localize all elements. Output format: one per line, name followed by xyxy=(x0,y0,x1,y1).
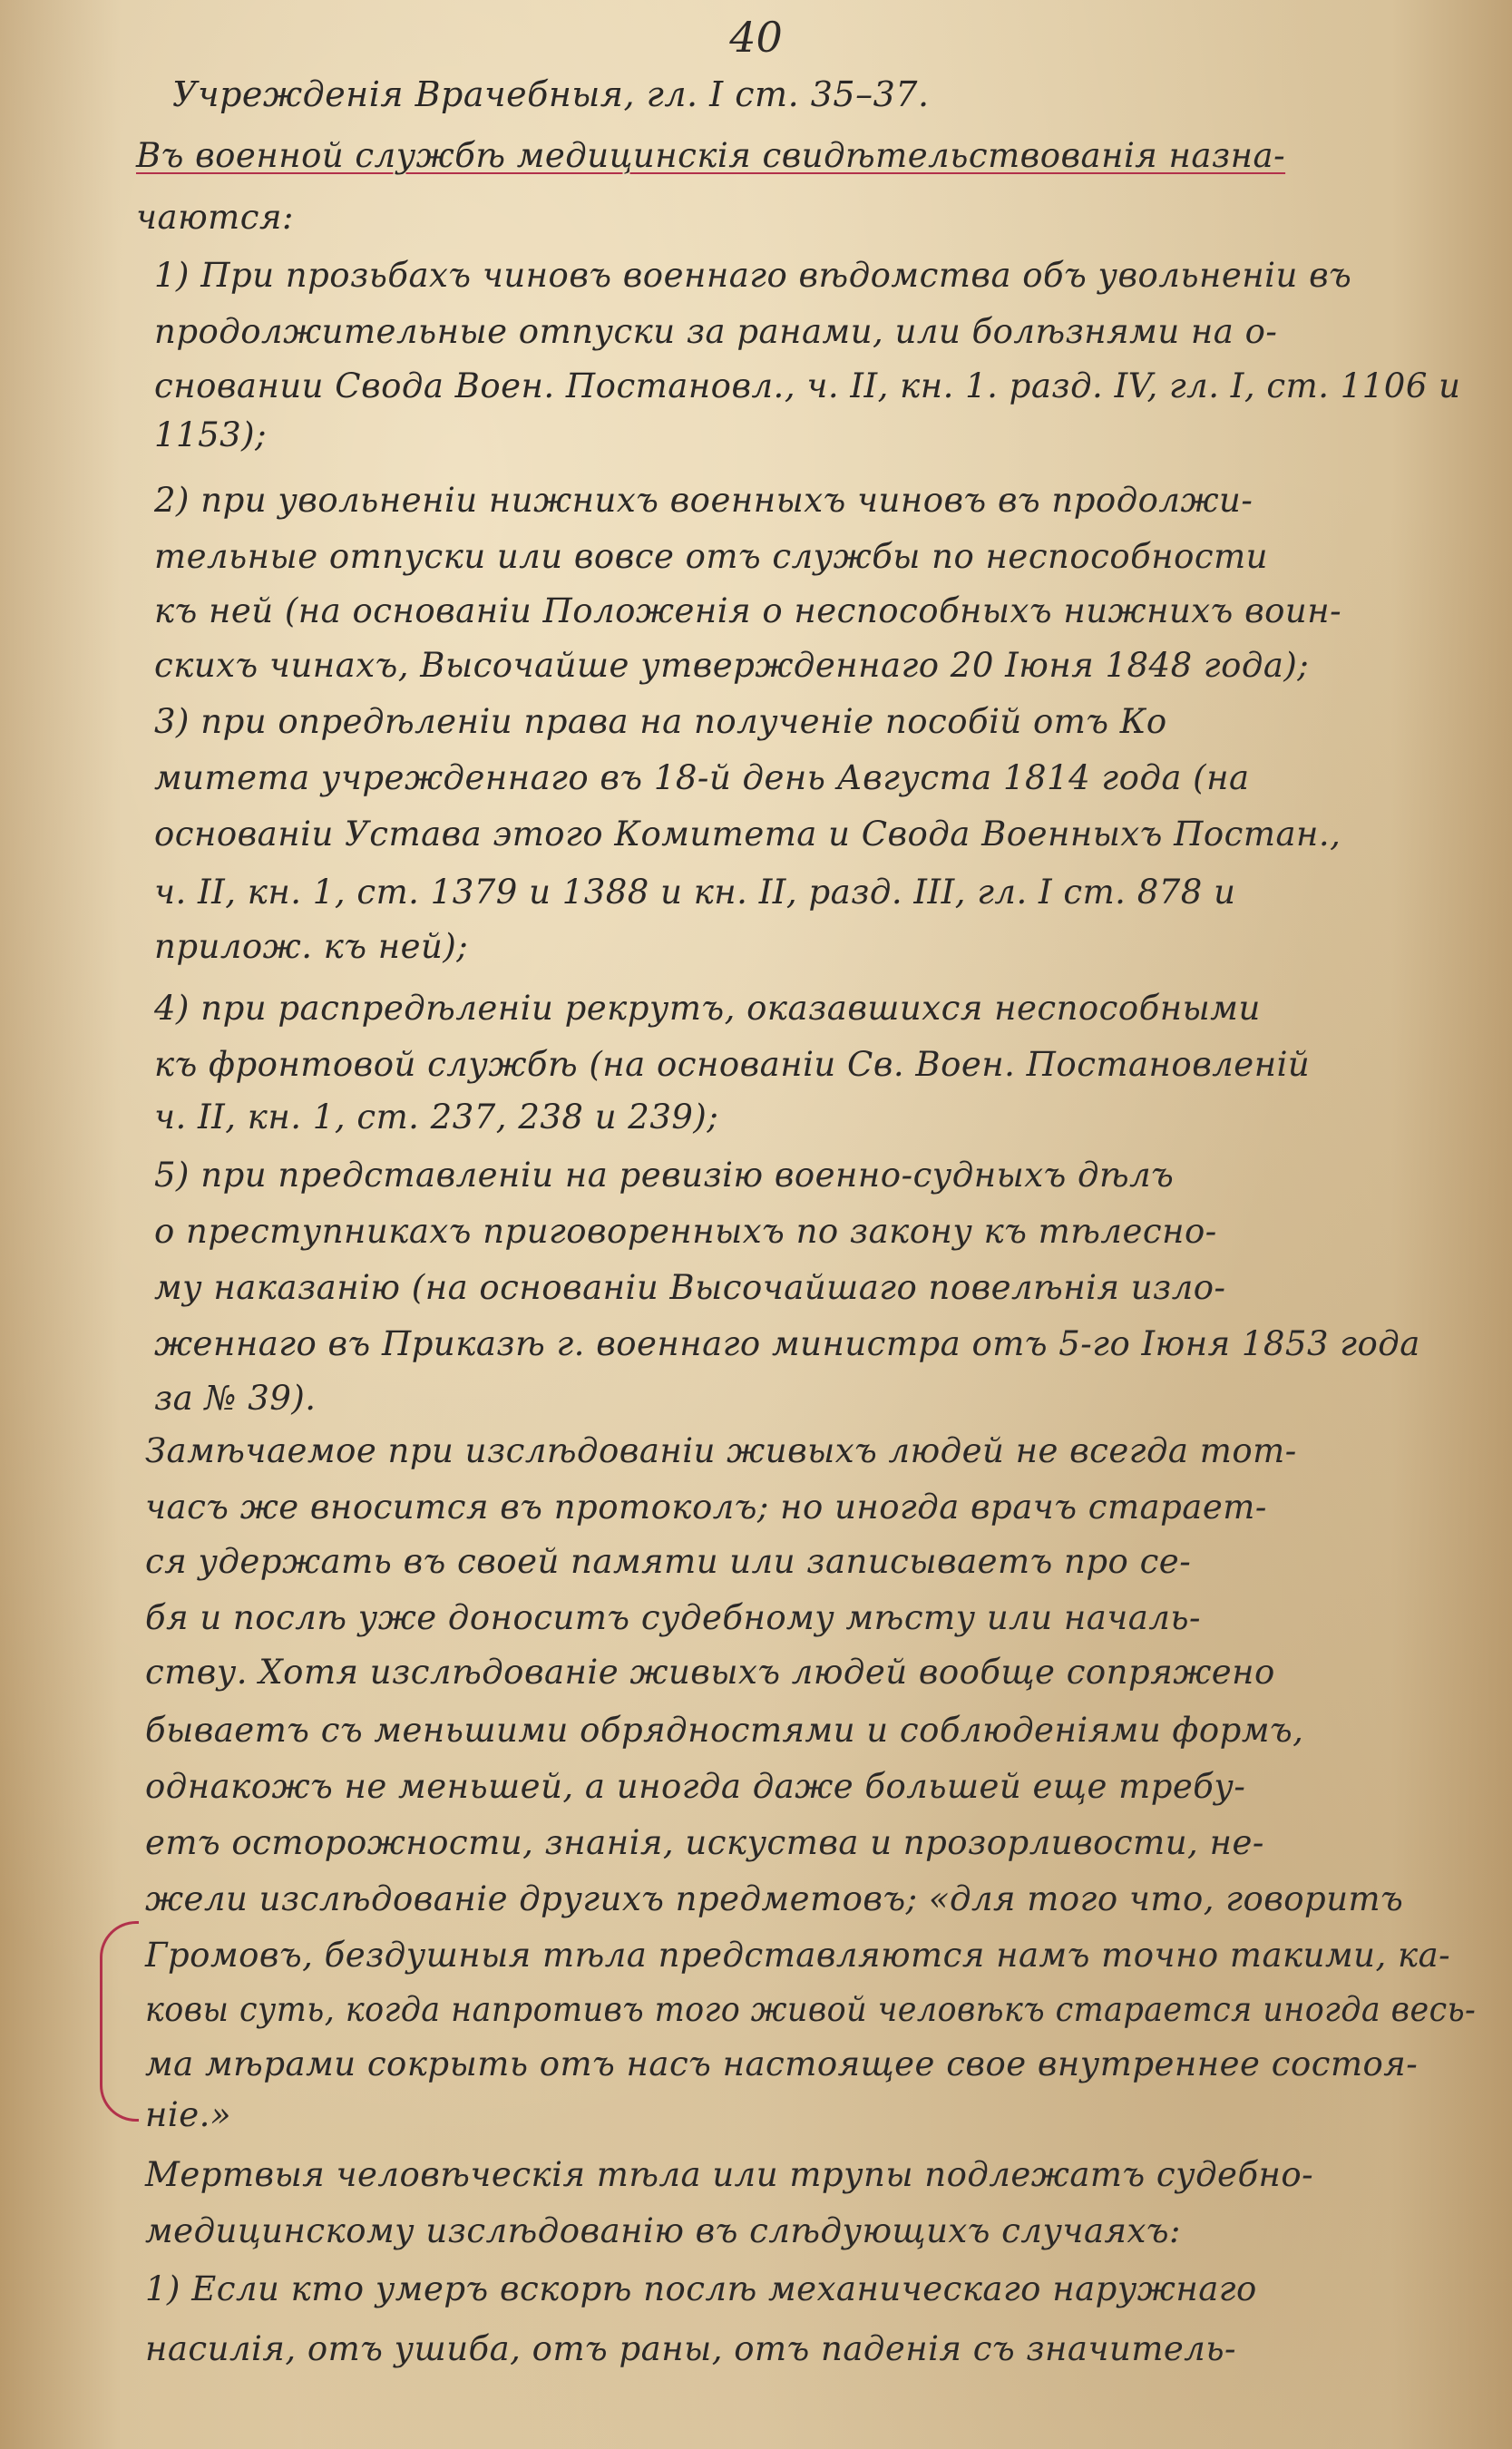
margin-bracket xyxy=(100,1921,139,2122)
text-line: сновании Свода Воен. Постановл., ч. II, кн. 1. разд. IV, гл. I, ст. 1106 и xyxy=(154,366,1461,405)
text-line: ству. Хотя изслѣдованіе живыхъ людей вообще сопряжено xyxy=(145,1653,1275,1692)
text-line: часъ же вносится въ протоколъ; но иногда врачъ старает- xyxy=(145,1488,1267,1527)
text-line: 2) при увольненіи нижнихъ военныхъ чиновъ въ продолжи- xyxy=(154,481,1253,520)
text-line: ч. II, кн. 1, ст. 237, 238 и 239); xyxy=(154,1098,719,1137)
text-line: къ ней (на основаніи Положенія о неспособныхъ нижнихъ воин- xyxy=(154,591,1342,630)
text-line: Мертвыя человѣческія тѣла или трупы подлежатъ судебно- xyxy=(145,2155,1314,2194)
text-line: Замѣчаемое при изслѣдованіи живыхъ людей не всегда тот- xyxy=(145,1431,1297,1470)
text-line: ся удержать въ своей памяти или записываетъ про се- xyxy=(145,1542,1192,1581)
text-line: ковы суть, когда напротивъ того живой человѣкъ старается иногда весь- xyxy=(145,1990,1477,2029)
text-line: медицинскому изслѣдованію въ слѣдующихъ случаяхъ: xyxy=(145,2211,1181,2250)
text-line: о преступникахъ приговоренныхъ по закону къ тѣлесно- xyxy=(154,1212,1217,1251)
text-line: чаются: xyxy=(136,198,294,237)
text-line: скихъ чинахъ, Высочайше утвержденнаго 20 Іюня 1848 года); xyxy=(154,646,1310,685)
text-line: 3) при опредѣленіи права на полученіе пособій отъ Ко xyxy=(154,702,1167,741)
text-line: етъ осторожности, знанія, искуства и прозорливости, не- xyxy=(145,1823,1264,1862)
text-line: бя и послѣ уже доноситъ судебному мѣсту или началь- xyxy=(145,1598,1202,1637)
text-line: ма мѣрами сокрыть отъ насъ настоящее свое внутреннее состоя- xyxy=(145,2044,1419,2083)
text-line: насилія, отъ ушиба, отъ раны, отъ паденія съ значитель- xyxy=(145,2329,1237,2368)
text-line: ніе.» xyxy=(145,2095,231,2134)
text-line: 4) при распредѣленіи рекрутъ, оказавшихся неспособными xyxy=(154,989,1261,1028)
text-line: основаніи Устава этого Комитета и Свода Военныхъ Постан., xyxy=(154,815,1341,854)
text-line: 1) Если кто умеръ вскорѣ послѣ механическаго наружнаго xyxy=(145,2269,1257,2308)
text-line: однакожъ не меньшей, а иногда даже большей еще требу- xyxy=(145,1767,1246,1806)
text-line: 5) при представленіи на ревизію военно-судныхъ дѣлъ xyxy=(154,1156,1175,1195)
text-line: Въ военной службѣ медицинскія свидѣтельствованія назна- xyxy=(136,136,1286,175)
text-line: 1153); xyxy=(154,415,268,454)
text-line: къ фронтовой службѣ (на основаніи Св. Воен. Постановленій xyxy=(154,1045,1311,1084)
text-line: му наказанію (на основаніи Высочайшаго повелѣнія изло- xyxy=(154,1268,1226,1307)
text-line: жели изслѣдованіе другихъ предметовъ; «для того что, говоритъ xyxy=(145,1879,1404,1918)
text-line: прилож. къ ней); xyxy=(154,927,469,966)
text-line: ч. II, кн. 1, ст. 1379 и 1388 и кн. II, разд. III, гл. I ст. 878 и xyxy=(154,873,1236,912)
text-line: тельные отпуски или вовсе отъ службы по неспособности xyxy=(154,537,1269,576)
text-line: 1) При прозьбахъ чиновъ военнаго вѣдомства объ увольненіи въ xyxy=(154,256,1352,295)
text-line: женнаго въ Приказѣ г. военнаго министра отъ 5-го Іюня 1853 года xyxy=(154,1324,1420,1363)
text-line: бываетъ съ меньшими обрядностями и соблюденіями формъ, xyxy=(145,1711,1304,1750)
text-line: за № 39). xyxy=(154,1379,317,1418)
text-line: Учрежденія Врачебныя, гл. I ст. 35–37. xyxy=(172,74,930,114)
page-number: 40 xyxy=(729,13,783,62)
text-line: продолжительные отпуски за ранами, или болѣзнями на о- xyxy=(154,312,1278,351)
text-line: Громовъ, бездушныя тѣла представляются намъ точно такими, ка- xyxy=(145,1936,1451,1975)
text-line: митета учрежденнаго въ 18-й день Августа 1814 года (на xyxy=(154,758,1250,797)
